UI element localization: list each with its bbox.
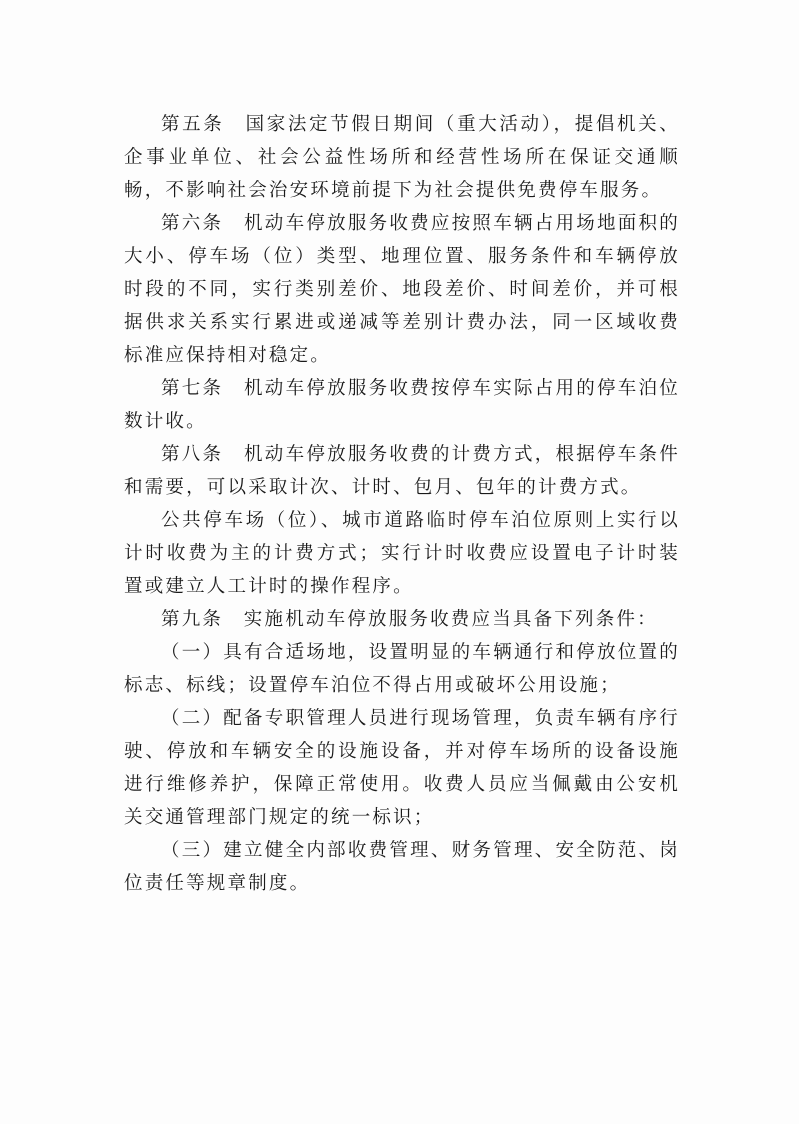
article-8-paragraph: 第八条 机动车停放服务收费的计费方式，根据停车条件和需要，可以采取计次、计时、包月、包年的计费方式。 — [124, 444, 680, 498]
article-7-paragraph: 第七条 机动车停放服务收费按停车实际占用的停车泊位数计收。 — [124, 378, 680, 432]
article-9-item-2: （二）配备专职管理人员进行现场管理，负责车辆有序行驶、停放和车辆安全的设施设备，并对停车场所的设备设施进行维修养护，保障正常使用。收费人员应当佩戴由公安机关交通管理部门规定的统一标识； — [124, 708, 680, 828]
article-8-subparagraph: 公共停车场（位）、城市道路临时停车泊位原则上实行以计时收费为主的计费方式；实行计时收费应设置电子计时装置或建立人工计时的操作程序。 — [124, 510, 680, 597]
document-body — [124, 108, 680, 900]
article-9-paragraph: 第九条 实施机动车停放服务收费应当具备下列条件： — [161, 609, 658, 630]
article-5-paragraph: 第五条 国家法定节假日期间（重大活动），提倡机关、企事业单位、社会公益性场所和经营性场所在保证交通顺畅，不影响社会治安环境前提下为社会提供免费停车服务。 — [124, 114, 680, 201]
article-6-paragraph: 第六条 机动车停放服务收费应按照车辆占用场地面积的大小、停车场（位）类型、地理位置、服务条件和车辆停放时段的不同，实行类别差价、地段差价、时间差价，并可根据供求关系实行累进或递减等差别计费办法，同一区域收费标准应保持相对稳定。 — [124, 213, 680, 366]
article-9-item-1: （一）具有合适场地，设置明显的车辆通行和停放位置的标志、标线；设置停车泊位不得占用或破坏公用设施； — [124, 642, 680, 696]
article-9-item-3: （三）建立健全内部收费管理、财务管理、安全防范、岗位责任等规章制度。 — [124, 840, 680, 894]
